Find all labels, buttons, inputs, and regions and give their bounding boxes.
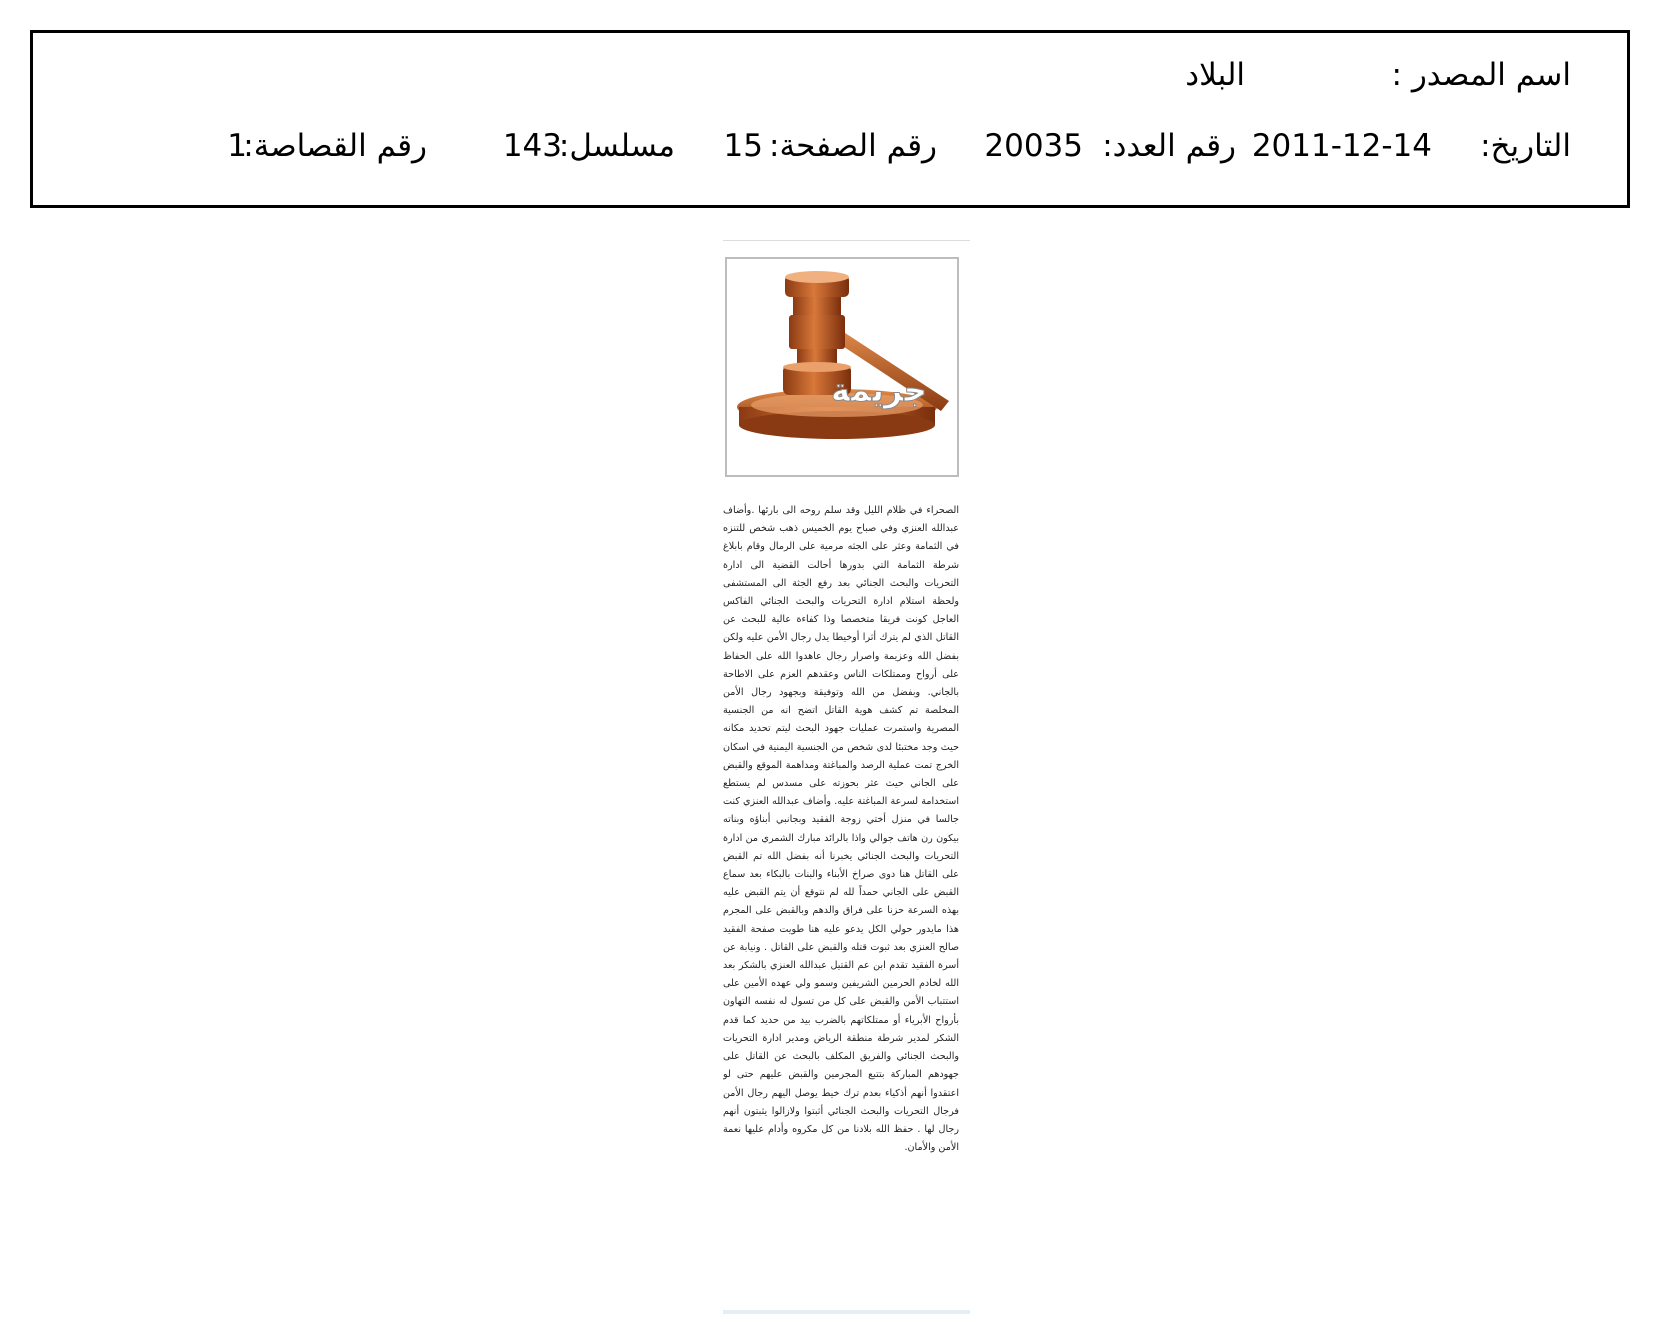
metadata-header (30, 30, 1630, 208)
issue-value: 20035 (984, 128, 1083, 164)
source-value: البلاد (1185, 57, 1245, 93)
source-label: اسم المصدر : (1391, 57, 1571, 93)
clip-bottom-divider (723, 1310, 970, 1314)
clip-number-value: 1 (227, 128, 247, 164)
banner-word: جريمة (831, 371, 927, 409)
date-value: 2011-12-14 (1251, 128, 1432, 164)
clip-top-divider (723, 240, 970, 241)
page-label: رقم الصفحة: (769, 128, 937, 164)
article-body: الصحراء في ظلام الليل وقد سلم روحه الى بارئها .وأضاف عبدالله العنزي وفي صباح يوم الخميس ذهب شخص للتنزه في الثمامة وعثر على الجثه مرمية على الرمال وقام بابلاغ شرطة الثمامة التي بدورها أحالت القضية الى ادارة التحريات والبحث الجنائي بعد رفع الجثة الى المستشفى ولحظة استلام ادارة التحريات والبحث الجنائي الفاكس العاجل كونت فريقا متخصصا وذا كفاءة عالية للبحث عن القاتل الذي لم يترك أثرا أوخيطا يدل رجال الأمن عليه ولكن بفضل الله وعزيمة واصرار رجال عاهدوا الله على الحفاظ على أرواح وممتلكات الناس وعقدهم العزم على الاطاحة بالجاني. وبفضل من الله وتوفيقة وبجهود رجال الأمن المخلصة تم كشف هوية القاتل اتضح انه من الجنسية المصرية واستمرت عمليات جهود البحث ليتم تحديد مكانه حيث وجد مختبئا لدى شخص من الجنسية اليمنية في اسكان الخرج تمت عملية الرصد والمباغتة ومداهمة الموقع والقبض على الجاني حيث عثر بحوزته على مسدس لم يستطع استخدامة لسرعة المباغتة عليه. وأضاف عبدالله العنزي كنت جالسا في منزل أختي زوجة الفقيد وبجانبي أبناؤه وبناته بيكون رن هاتف جوالي واذا بالرائد مبارك الشمري من ادارة التحريات والبحث الجنائي يخبرنا أنه بفضل الله تم القبض على القاتل هنا دوى صراخ الأبناء والبنات بالبكاء بعد سماع القبض على الجاني حمداً لله لم نتوقع أن يتم القبض عليه بهذه السرعة حزنا على فراق والدهم وبالقبض على المجرم هذا مايدور حولي الكل يدعو عليه هنا طويت صفحة الفقيد صالح العنزي بعد ثبوت قتله والقبض على القاتل . ونيابة عن أسرة الفقيد تقدم ابن عم القتيل عبدالله العنزي بالشكر بعد الله لخادم الحرمين الشريفين وسمو ولي عهده الأمين على استتباب الأمن والقبض على كل من تسول له نفسه التهاون بأرواح الأبرياء أو ممتلكاتهم بالضرب بيد من حديد كما قدم الشكر لمدير شرطة منطقة الرياض ومدير ادارة التحريات والبحث الجنائي والفريق المكلف بالبحث عن القاتل على جهودهم المباركة بتتبع المجرمين والقبض عليهم حتى لو اعتقدوا أنهم أذكياء بعدم ترك خيط يوصل اليهم رجال الأمن فرجال التحريات والبحث الجنائي أثبتوا ولازالوا يثبتون أنهم رجال لها . حفظ الله بلادنا من كل مكروه وأدام عليها نعمة الأمن والأمان. (723, 505, 959, 1154)
serial-value: 143 (502, 128, 562, 164)
serial-label: مسلسل: (558, 128, 675, 164)
gavel-icon (727, 259, 957, 475)
page-value: 15 (723, 128, 763, 164)
crime-section-image (725, 257, 959, 477)
date-label: التاريخ: (1480, 128, 1571, 164)
issue-label: رقم العدد: (1102, 128, 1236, 164)
clip-number-label: رقم القصاصة: (243, 128, 427, 164)
newspaper-clipping (723, 240, 970, 1320)
